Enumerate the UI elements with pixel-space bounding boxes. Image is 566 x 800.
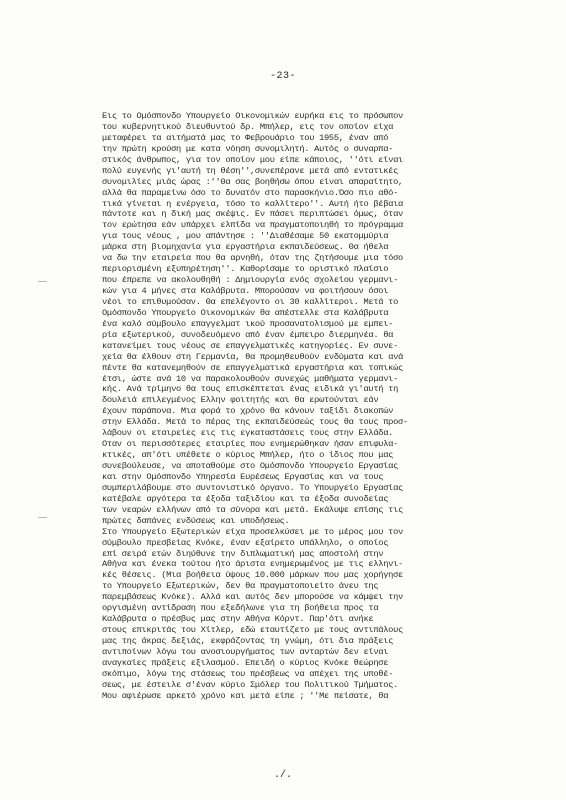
text-line: πρώτες δαπάνες ενδύσεως και υποδήσεως.: [102, 515, 290, 526]
text-line: σύμβουλο πρεσβείας Κνόκε, έναν εξαίρετο υπάλληλο, ο οποίος: [102, 537, 389, 548]
text-line: συμπεριλάβουμε στο συντονιστικό όργανο. Το Υπουργείο Εργασίας: [102, 482, 403, 493]
text-line: δουλειά επιλεγμένος Ελλην φοιτητής και θα ερωτούνται εάν: [102, 395, 379, 406]
text-line: αλλά θα παραμείνω όσο το δυνατόν στο παρασκήνιο.Όσο πιο αθό-: [102, 187, 399, 198]
text-line: κτικές, απ'ότι υπέθετε ο κύριος Μπήλερ, ήτο ο ίδιος που μας: [102, 450, 394, 461]
body-text: [102, 111, 522, 702]
text-line: Οταν οι περισσότερες εταιρίες που ενημερώθηκαν ήσαν επιφυλα-: [102, 439, 399, 450]
text-line: λάβουν οι εταιρείες εις τις εγκαταστάσεις τους στην Ελλάδα.: [102, 428, 394, 439]
text-line: οργισμένη αντίδραση που εξεδήλωνε για τη βοήθεια προς τα: [102, 603, 379, 614]
margin-tick-mark: [38, 517, 47, 518]
text-line: τον ερώτησα εάν υπάρχει ελπίδα να πραγματοποιηθή το πρόγραμμα: [102, 220, 403, 231]
text-line: στους επικριτάς του Χίτλερ, εδώ εταυτίζετο με τους αντιπάλους: [102, 625, 403, 636]
text-line: κών για 4 μήνες στα Καλάβρυτα. Μπορούσαν να φοιτήσουν όσοι: [102, 286, 389, 296]
text-line: να δω την εταιρεία που θα αρνηθή, όταν της ζητήσουμε μια τόσο: [102, 253, 403, 264]
text-line: περιορισμένη εξυπηρέτηση''. Καθορίσαμε το οριστικό πλαίσιο: [102, 264, 389, 275]
text-line: αναγκαίες πράξεις εξιλασμού. Επειδή ο κύριος Κνόκε θεώρησε: [102, 657, 389, 668]
text-line: συνομιλίες μιάς ώρας :''Θα σας βοηθήσω όπου είναι απαραίτητο,: [102, 176, 403, 187]
text-line: μεταφέρει τα αιτήματά μας το Φεβρουάριο του 1955, έναν από: [102, 132, 389, 143]
text-line: κές θέσεις. (Μια βοήθεια ύψους 10.000 μάρκων που μας χορήγησε: [102, 570, 403, 581]
page-number: -23-: [269, 71, 296, 82]
text-line: το Υπουργείο Εξωτερικών, δεν θα πραγματοποιείτο άνευ της: [102, 581, 379, 592]
text-line: την πρώτη κρούση με κατα νόηση συνομιλητή. Αυτός ο συναρπα-: [102, 143, 394, 154]
text-line: συνεβούλευσε, να αποταθούμε στο Ομόσπονδο Υπουργείο Εργασίας: [102, 461, 399, 471]
text-line: Μου αφιέρωσε αρκετό χρόνο και μετά είπε ; ''Με πείσατε, θα: [102, 690, 389, 701]
text-line: Ομόσπονδο Υπουργείο Οικονομικών θα απέστελλε στα Καλάβρυτα: [102, 307, 389, 318]
text-line: σκόπιμο, λόγω της στάσεως του πρέσβεως να απέχει της υποθέ-: [102, 668, 394, 679]
text-line: επί σειρά ετών διηύθυνε την διπλωματική μας αποστολή στην: [102, 548, 384, 559]
text-line: για τους νέους , μου απάντησε : ''Διαθέσαμε 50 εκατομμύρια: [102, 231, 389, 242]
text-line: έχουν παράπονα. Μια φορά το χρόνο θα κάνουν ταξίδι διακοπών: [102, 406, 394, 417]
text-line: του κυβερνητικού διευθυντού δρ. Μπήλερ, εις τον οποίον είχα: [102, 121, 394, 132]
margin-tick-mark: [38, 281, 47, 282]
text-line: χεία θα έλθουν στη Γερμανία, θα προμηθευθούν ενδύματα και ανά: [102, 351, 403, 362]
text-line: πάντοτε και η δική μας σκέψις. Εν πάσει περιπτώσει όμως, όταν: [102, 209, 403, 220]
text-line: κατέβαλε αργότερα τα έξοδα ταξιδίου και τα έξοδα συνοδείας: [102, 493, 389, 504]
text-line: Καλάβρυτα ο πρέσβυς μας στην Αθήνα Κόρντ. Παρ'ότι ανήκε: [102, 614, 374, 625]
text-line: αντιποίνων λόγω του ανοσιουργήματος των ανταρτών δεν είναι: [102, 646, 389, 657]
text-line: σεως, με έστειλε σ'έναν κύριο Σμόλερ του Πολιτικού Τμήματος.: [102, 679, 399, 690]
text-line: μάρκα στη βιομηχανία για εργαστήρια εκπαιδεύσεως. Θα ήθελα: [102, 242, 389, 253]
text-line: ρία εξωτερικού, συνοδευόμενο από έναν έμπειρο διερμηνέα. θα: [102, 329, 394, 340]
text-line: μας της άκρας δεξιάς, εκφράζοντας τη γνώμη, ότι δια πράξεις: [102, 636, 394, 646]
text-line: Αθήνα και ένεκα τούτου ήτο άριστα ενημερωμένος με τις ελληνι-: [102, 559, 403, 570]
text-line: στικός άνθρωπος, για τον οποίον μου είπε κάποιος, ''ότι είναι: [102, 154, 403, 165]
text-line: νέοι το επιθυμούσαν. Θα επελέγοντο οι 30 καλλίτεροι. Μετά το: [102, 296, 399, 307]
text-line: των νεαρών ελλήνων από τα σύνορα και μετά. Εκάλυψε επίσης τις: [102, 504, 403, 515]
continuation-mark: ./.: [273, 770, 292, 781]
text-line: παρεμβάσεως Κνόκε). Αλλά και αυτός δεν μπορούσε να κάμψει την: [102, 592, 403, 603]
text-line: κατανείμει τους νέους σε επαγγελματικές κατηγορίες. Εν συνε-: [102, 340, 399, 351]
text-line: Στο Υπουργείο Εξωτερικών είχα προσελκύσει με το μέρος μου τον: [102, 526, 403, 537]
text-line: Εις το Ομόσπονδο Υπουργείο Οικονομικών ευρήκα εις το πρόσωπον: [102, 111, 403, 121]
text-line: πέντε θα κατανεμηθούν σε επαγγελματικά εργαστήρια και τοπικώς: [102, 362, 403, 373]
text-line: τικά γίνεται η ενέργεια, τόσο το καλλίτερο''. Αυτή ήτο βέβαια: [102, 198, 403, 209]
text-line: που έπρεπε να ακολουθηθή : Δημιουργία ενός σχολείου γερμανι-: [102, 275, 399, 286]
text-line: ένα καλό σύμβουλο επαγγελματ ικού προσανατολισμού με εμπει-: [102, 318, 394, 329]
text-line: έτσι, ώστε ανά 10 να παρακολουθούν συνεχώς μαθήματα γερμανι-: [102, 373, 399, 384]
text-line: κής. Ανά τρίμηνο θα τους επισκέπτεται ένας ειδικά γι'αυτή τη: [102, 384, 399, 395]
text-line: στην Ελλάδα. Μετά το πέρας της εκπαιδεύσεώς τους θα τους προσ-: [102, 417, 408, 428]
text-line: πολύ ευγενής γι'αυτή τη θέση'',συνεπέρανε μετά από εντατικές: [102, 165, 399, 176]
text-line: και στην Ομόσπονδο Υπηρεσία Ευρέσεως Εργασίας και να τους: [102, 471, 384, 482]
